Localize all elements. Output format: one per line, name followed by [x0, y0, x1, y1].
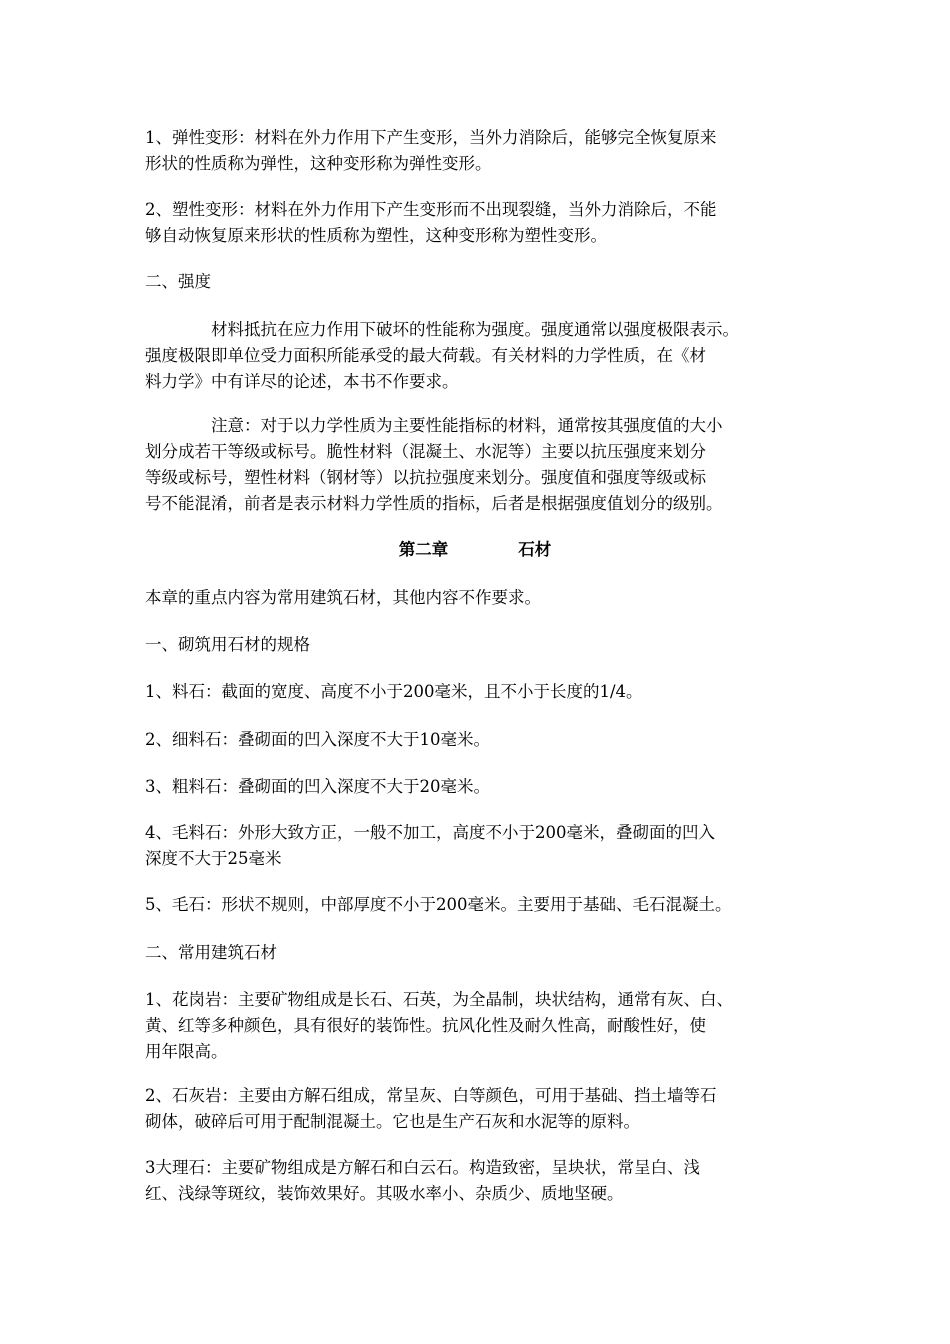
text-line: 用年限高。 — [145, 1042, 228, 1061]
text-line: 2、石灰岩：主要由方解石组成，常呈灰、白等颜色，可用于基础、挡土墙等石 — [145, 1086, 717, 1105]
heading-common-building-stones — [145, 940, 815, 966]
text-line: 一、砌筑用石材的规格 — [145, 635, 310, 654]
text-line: 砌体，破碎后可用于配制混凝土。它也是生产石灰和水泥等的原料。 — [145, 1112, 640, 1131]
paragraph-chapter-intro — [145, 585, 815, 611]
list-item-granite — [145, 987, 815, 1065]
list-item-dressed-stone — [145, 679, 815, 705]
list-item-limestone — [145, 1083, 815, 1135]
list-item-rough-block-stone — [145, 820, 815, 872]
text-line: 1、料石：截面的宽度、高度不小于200毫米，且不小于长度的1/4。 — [145, 682, 643, 701]
chapter-heading — [0, 537, 950, 563]
paragraph-elastic-deformation — [145, 125, 815, 177]
text-line: 号不能混淆，前者是表示材料力学性质的指标，后者是根据强度值划分的级别。 — [145, 494, 723, 513]
text-line: 红、浅绿等斑纹，装饰效果好。其吸水率小、杂质少、质地坚硬。 — [145, 1184, 624, 1203]
list-item-rubble-stone — [145, 892, 815, 918]
text-line: 等级或标号，塑性材料（钢材等）以抗拉强度来划分。强度值和强度等级或标 — [145, 468, 706, 487]
text-line: 本章的重点内容为常用建筑石材，其他内容不作要求。 — [145, 588, 541, 607]
chapter-title: 石材 — [518, 540, 552, 559]
text-line: 形状的性质称为弹性，这种变形称为弹性变形。 — [145, 154, 492, 173]
text-line: 1、花岗岩：主要矿物组成是长石、石英，为全晶制，块状结构，通常有灰、白、 — [145, 990, 733, 1009]
chapter-number: 第二章 — [398, 540, 449, 559]
heading-masonry-stone-specs — [145, 632, 815, 658]
text-line: 二、常用建筑石材 — [145, 943, 277, 962]
text-line: 注意：对于以力学性质为主要性能指标的材料，通常按其强度值的大小 — [211, 416, 723, 435]
list-item-rough-dressed-stone — [145, 774, 815, 800]
text-line: 够自动恢复原来形状的性质称为塑性，这种变形称为塑性变形。 — [145, 226, 607, 245]
text-line: 1、弹性变形：材料在外力作用下产生变形，当外力消除后，能够完全恢复原来 — [145, 128, 717, 147]
list-item-fine-dressed-stone — [145, 727, 815, 753]
paragraph-note — [145, 413, 815, 517]
text-line: 强度极限即单位受力面积所能承受的最大荷载。有关材料的力学性质，在《材 — [145, 346, 706, 365]
paragraph-plastic-deformation — [145, 197, 815, 249]
text-line: 2、塑性变形：材料在外力作用下产生变形而不出现裂缝，当外力消除后，不能 — [145, 200, 717, 219]
paragraph-strength-definition — [145, 317, 815, 395]
list-item-marble — [145, 1155, 815, 1207]
text-line: 4、毛料石：外形大致方正，一般不加工，高度不小于200毫米，叠砌面的凹入 — [145, 823, 715, 842]
heading-strength — [145, 269, 815, 295]
text-line: 材料抵抗在应力作用下破坏的性能称为强度。强度通常以强度极限表示。 — [211, 320, 739, 339]
text-line: 深度不大于25毫米 — [145, 849, 282, 868]
text-line: 3大理石：主要矿物组成是方解石和白云石。构造致密，呈块状，常呈白、浅 — [145, 1158, 700, 1177]
text-line: 黄、红等多种颜色，具有很好的装饰性。抗风化性及耐久性高，耐酸性好，使 — [145, 1016, 706, 1035]
text-line: 划分成若干等级或标号。脆性材料（混凝土、水泥等）主要以抗压强度来划分 — [145, 442, 706, 461]
text-line: 料力学》中有详尽的论述，本书不作要求。 — [145, 372, 459, 391]
text-line: 2、细料石：叠砌面的凹入深度不大于10毫米。 — [145, 730, 490, 749]
text-line: 3、粗料石：叠砌面的凹入深度不大于20毫米。 — [145, 777, 490, 796]
text-line: 二、强度 — [145, 272, 211, 291]
text-line: 5、毛石：形状不规则，中部厚度不小于200毫米。主要用于基础、毛石混凝土。 — [145, 895, 732, 914]
